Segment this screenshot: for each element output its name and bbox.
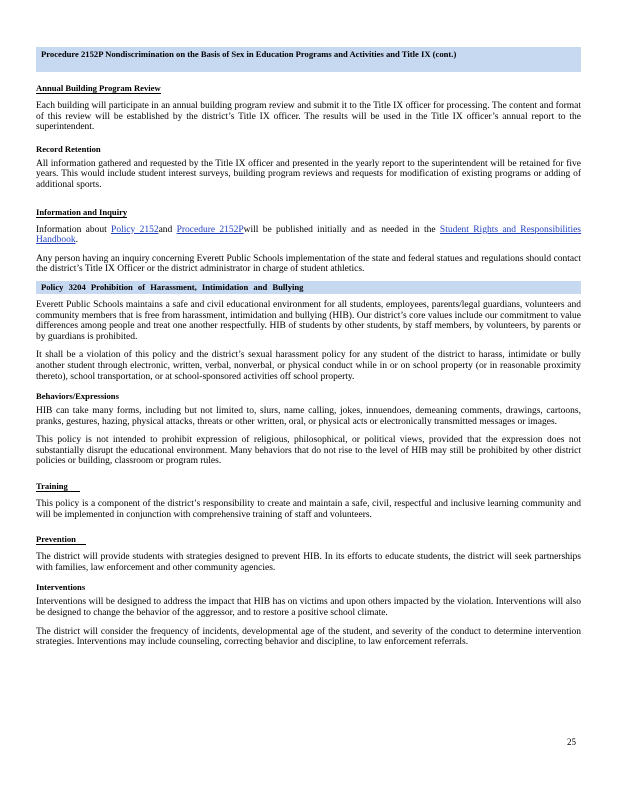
interventions-text-1: Interventions will be designed to address the impact that HIB has on victims and upon others impacted by the violation. Interventions will also be designed to change the behavior of the aggressor, and to restore a positive school climate.	[36, 597, 581, 619]
procedure-header-text: Procedure 2152P Nondiscrimination on the Basis of Sex in Education Programs and Activities and Title IX (cont.)	[41, 49, 457, 59]
policy-2152-link[interactable]: Policy 2152	[111, 224, 159, 235]
annual-review-heading: Annual Building Program Review	[36, 83, 161, 93]
hib-violation-text: It shall be a violation of this policy and the district’s sexual harassment policy for any student of the district to harass, intimidate or bully another student through electronic, written, verbal, nonverbal, or physical conduct while in or on school property (or in reasonable proximity thereto), school transportation, or at school-sponsored activities off school property.	[36, 350, 581, 382]
behaviors-text-1: HIB can take many forms, including but not limited to, slurs, name calling, jokes, innuendoes, demeaning comments, drawings, cartoons, pranks, gestures, hazing, physical attacks, threats or other written, oral, or physical acts or electronically transmitted messages or images.	[36, 406, 581, 427]
record-retention-text: All information gathered and requested by the Title IX officer and presented in the yearly report to the superintendent will be retained for five years. This would include student interest surveys, building program reviews and requests for modification of existing programs or adding of additional sports.	[36, 158, 581, 190]
record-retention-heading: Record Retention	[36, 143, 101, 154]
procedure-2152p-link[interactable]: Procedure 2152P	[176, 224, 244, 235]
inquiry-contact-text: Any person having an inquiry concerning Everett Public Schools implementation of the state and federal statues and regulations should contact the district’s Title IX Officer or the district administrator in charge of student athletics.	[36, 253, 581, 275]
info-inquiry-paragraph	[36, 225, 581, 246]
info-text-4: .	[75, 235, 78, 246]
info-inquiry-heading: Information and Inquiry	[36, 206, 128, 217]
annual-review-text: Each building will participate in an annual building program review and submit it to the Title IX officer for processing. The content and format of this review will be established by the district’s Title IX officer. The results will be used in the Title IX officer’s annual report to the superintendent.	[36, 101, 581, 133]
behaviors-heading: Behaviors/Expressions	[36, 391, 119, 402]
page-number: 25	[567, 737, 576, 747]
interventions-text-2: The district will consider the frequency of incidents, developmental age of the student, and severity of the conduct to determine intervention strategies. Interventions may include counseling, correcting behavior and discipline, to law enforcement referrals.	[36, 626, 581, 648]
training-heading: Training	[36, 481, 80, 492]
info-text-2: and	[158, 224, 177, 235]
prevention-heading: Prevention	[36, 534, 86, 545]
policy-header-bar	[36, 281, 581, 294]
training-text: This policy is a component of the district’s responsibility to create and maintain a safe, civil, respectful and inclusive learning community and will be implemented in conjunction with comprehensive training of staff and volunteers.	[36, 499, 581, 520]
handbook-link[interactable]: Student Rights and Responsibilities Handbook	[36, 224, 582, 246]
info-text-3: will be published initially and as needed in the	[243, 224, 440, 235]
page-content	[36, 47, 581, 648]
behaviors-text-2: This policy is not intended to prohibit expression of religious, philosophical, or political views, provided that the expression does not substantially disrupt the educational environment. Many behaviors that do not rise to the level of HIB may still be prohibited by other district policies or building, classroom or program rules.	[36, 435, 581, 467]
interventions-heading: Interventions	[36, 582, 86, 593]
info-text-1: Information about	[36, 224, 112, 235]
prevention-text: The district will provide students with strategies designed to prevent HIB. In its efforts to educate students, the district will seek partnerships with families, law enforcement and other community agencies.	[36, 552, 581, 573]
hib-intro-text: Everett Public Schools maintains a safe and civil educational environment for all students, employees, parents/legal guardians, volunteers and community members that is free from harassment, intimidation and bullying (HIB). Our district’s core values include our commitment to value differences among people and treat one another respectfully. HIB of students by other students, by staff members, by volunteers, by parents or by guardians is prohibited.	[36, 299, 581, 342]
policy-header-text: Policy 3204 Prohibition of Harassment, Intimidation and Bullying	[41, 281, 304, 292]
procedure-header-bar	[36, 47, 581, 72]
